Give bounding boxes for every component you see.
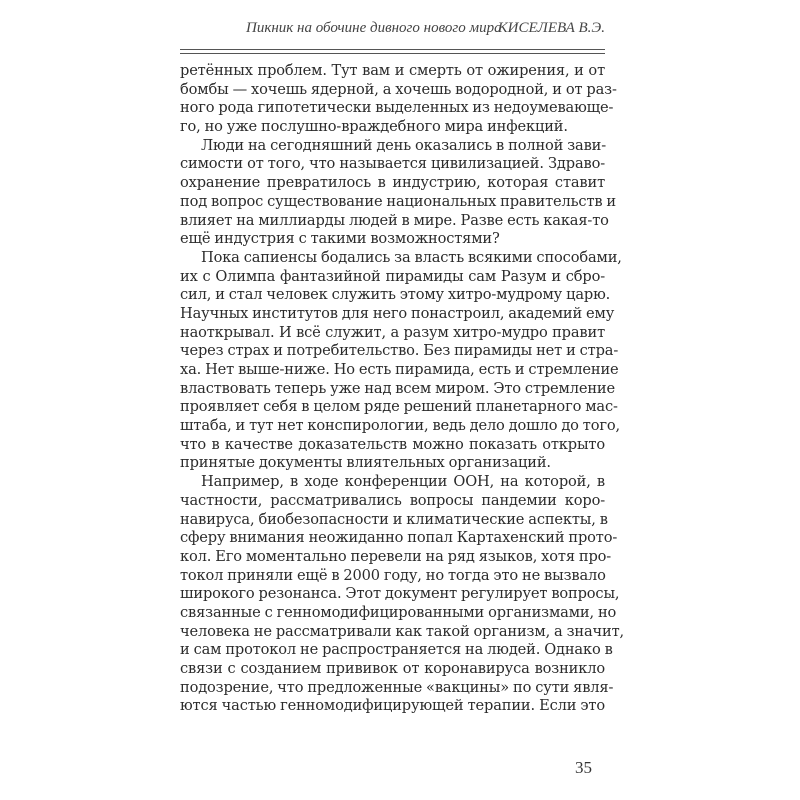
running-header	[180, 20, 605, 40]
text-line: что в качестве доказательств можно показать открыто	[180, 435, 605, 453]
text-line: влияет на миллиарды людей в мире. Разве есть какая-то	[180, 211, 609, 229]
text-line: властвовать теперь уже над всем миром. Это стремление	[180, 379, 615, 397]
text-line: штаба, и тут нет конспирологии, ведь дело дошло до того,	[180, 417, 620, 435]
header-rule-bottom	[180, 53, 605, 54]
text-line: симости от того, что называется цивилизацией. Здраво-	[180, 155, 605, 173]
text-line: ха. Нет выше-ниже. Но есть пирамида, есть и стремление	[180, 361, 619, 378]
running-header-title: Пикник на обочине дивного нового мира	[246, 20, 502, 36]
text-line: кол. Его моментально перевели на ряд языков, хотя про-	[180, 547, 612, 565]
text-line: широкого резонанса. Этот документ регулирует вопросы,	[180, 585, 620, 603]
text-line: Научных институтов для него понастроил, академий ему	[180, 304, 615, 322]
text-line: бомбы — хочешь ядерной, а хочешь водородной, и от раз-	[180, 80, 617, 98]
text-line: токол приняли ещё в 2000 году, но тогда это не вызвало	[180, 566, 606, 584]
text-line: человека не рассматривали как такой организм, а значит,	[180, 622, 625, 640]
text-line: частности, рассматривались вопросы пандемии коро-	[180, 491, 605, 509]
text-line: охранение превратилось в индустрию, которая ставит	[180, 174, 605, 192]
running-header-author: КИСЕЛЕВА В.Э.	[497, 20, 605, 36]
text-line: и сам протокол не распространяется на людей. Однако в	[180, 641, 613, 659]
text-line: связи с созданием прививок от коронавируса возникло	[180, 660, 605, 677]
text-line: под вопрос существование национальных правительств и	[180, 192, 617, 210]
text-line: ещё индустрия с такими возможностями?	[180, 230, 500, 248]
text-line: связанные с генномодифицированными организмами, но	[180, 603, 617, 621]
body-text	[180, 62, 625, 716]
text-line: сферу внимания неожиданно попал Картахенский прото-	[180, 529, 618, 547]
text-line: проявляет себя в целом ряде решений планетарного мас-	[180, 398, 618, 416]
text-line: Например, в ходе конференции ООН, на которой, в	[201, 473, 605, 491]
text-line: ются частью генномодифицирующей терапии. Если это	[180, 697, 605, 715]
text-line: сил, и стал человек служить этому хитро-мудрому царю.	[180, 286, 611, 304]
text-line: ного рода гипотетически выделенных из недоумевающе-	[180, 99, 614, 117]
text-line: через страх и потребительство. Без пирамиды нет и стра-	[180, 342, 619, 360]
text-line: принятые документы влиятельных организаций.	[180, 454, 551, 472]
page-number: 35	[575, 758, 592, 777]
text-line: ретённых проблем. Тут вам и смерть от ожирения, и от	[180, 62, 605, 79]
text-line: го, но уже послушно-враждебного мира инфекций.	[180, 118, 568, 136]
header-rule-top	[180, 49, 605, 50]
text-line: подозрение, что предложенные «вакцины» по сути явля-	[180, 678, 614, 696]
text-line: их с Олимпа фантазийной пирамиды сам Разум и сбро-	[180, 267, 605, 285]
text-line: Люди на сегодняшний день оказались в полной зави-	[201, 136, 607, 154]
text-line: наоткрывал. И всё служит, а разум хитро-мудро правит	[180, 323, 605, 341]
text-line: навируса, биобезопасности и климатические аспекты, в	[180, 510, 608, 528]
text-line: Пока сапиенсы бодались за власть всякими способами,	[201, 248, 622, 266]
